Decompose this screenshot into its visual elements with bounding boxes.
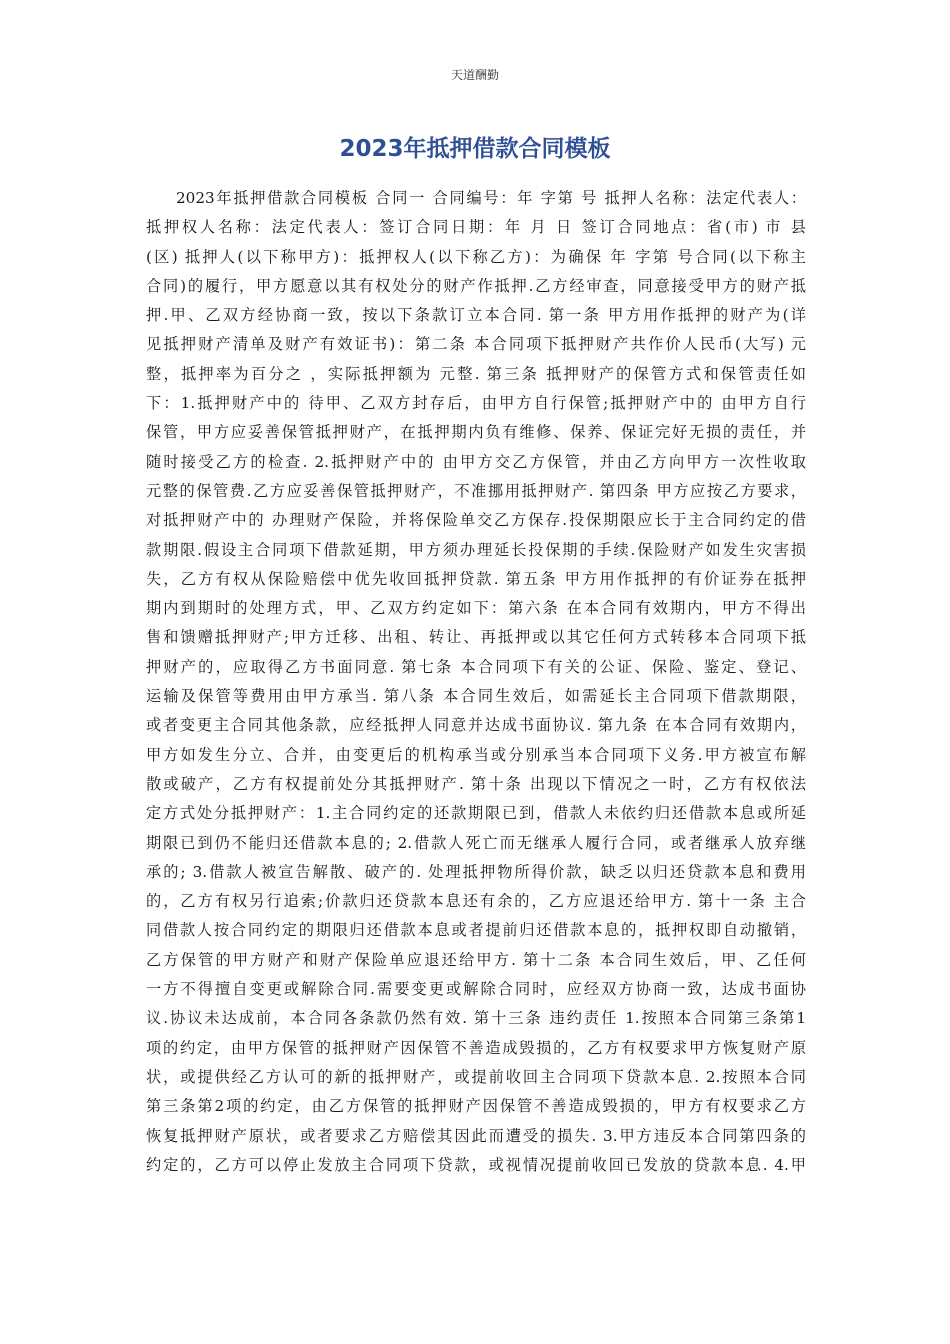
- body-text-line: (区) 抵押人(以下称甲方)：抵押权人(以下称乙方)：为确保 年 字第 号合同(以下称主: [146, 247, 806, 266]
- document-body: [146, 184, 806, 1180]
- body-text-line: 约定的，乙方可以停止发放主合同项下贷款，或视情况提前收回已发放的贷款本息. 4.甲: [146, 1155, 806, 1174]
- body-text-line: 恢复抵押财产原状，或者要求乙方赔偿其因此而遭受的损失. 3.甲方违反本合同第四条的: [146, 1126, 806, 1145]
- document-title: 2023年抵押借款合同模板: [339, 136, 611, 162]
- body-text-line: 项的约定，由甲方保管的抵押财产因保管不善造成毁损的，乙方有权要求甲方恢复财产原: [146, 1038, 806, 1057]
- body-text-line: 或者变更主合同其他条款，应经抵押人同意并达成书面协议. 第九条 在本合同有效期内，: [146, 716, 806, 735]
- body-text-line: 下：1.抵押财产中的 待甲、乙双方封存后，由甲方自行保管;抵押财产中的 由甲方自行: [146, 394, 806, 413]
- body-text-line: 定方式处分抵押财产：1.主合同约定的还款期限已到，借款人未依约归还借款本息或所延: [146, 804, 806, 823]
- header-brand-text: 天道酬勤: [450, 68, 499, 82]
- body-text-line: 一方不得擅自变更或解除合同.需要变更或解除合同时，应经双方协商一致，达成书面协: [146, 980, 806, 999]
- body-text-line: 押.甲、乙双方经协商一致，按以下条款订立本合同. 第一条 甲方用作抵押的财产为(详: [146, 306, 806, 325]
- body-text-line: 运输及保管等费用由甲方承当. 第八条 本合同生效后，如需延长主合同项下借款期限，: [146, 687, 806, 706]
- body-text-line: 承的; 3.借款人被宣告解散、破产的. 处理抵押物所得价款，缺乏以归还贷款本息和费用: [146, 862, 806, 881]
- body-text-line: 议.协议未达成前，本合同各条款仍然有效. 第十三条 违约责任 1.按照本合同第三条第1: [146, 1009, 806, 1028]
- body-text-line: 同借款人按合同约定的期限归还借款本息或者提前归还借款本息的，抵押权即自动撤销，: [146, 921, 806, 940]
- body-text-line: 的，乙方有权另行追索;价款归还贷款本息还有余的，乙方应退还给甲方. 第十一条 主合: [146, 892, 806, 911]
- body-text-line: 抵押权人名称：法定代表人：签订合同日期：年 月 日 签订合同地点：省(市) 市 县: [146, 218, 806, 237]
- body-text-line: 元整的保管费.乙方应妥善保管抵押财产，不准挪用抵押财产. 第四条 甲方应按乙方要求，: [146, 481, 806, 500]
- body-text-line: 售和馈赠抵押财产;甲方迁移、出租、转让、再抵押或以其它任何方式转移本合同项下抵: [146, 628, 806, 647]
- body-text-line: 整，抵押率为百分之 ，实际抵押额为 元整. 第三条 抵押财产的保管方式和保管责任如: [146, 364, 806, 383]
- body-text-line: 对抵押财产中的 办理财产保险，并将保险单交乙方保存.投保期限应长于主合同约定的借: [146, 511, 806, 530]
- body-text-line: 押财产的，应取得乙方书面同意. 第七条 本合同项下有关的公证、保险、鉴定、登记、: [146, 657, 806, 676]
- page-header: [0, 66, 950, 83]
- body-text-line: 期内到期时的处理方式，甲、乙双方约定如下：第六条 在本合同有效期内，甲方不得出: [146, 599, 806, 618]
- body-text-line: 状，或提供经乙方认可的新的抵押财产，或提前收回主合同项下贷款本息. 2.按照本合同: [146, 1067, 806, 1086]
- body-text-line: 合同)的履行，甲方愿意以其有权处分的财产作抵押.乙方经审查，同意接受甲方的财产抵: [146, 276, 806, 295]
- body-text-line: 款期限.假设主合同项下借款延期，甲方须办理延长投保期的手续.保险财产如发生灾害损: [146, 540, 806, 559]
- body-text-line: 保管，甲方应妥善保管抵押财产，在抵押期内负有维修、保养、保证完好无损的责任，并: [146, 423, 806, 442]
- body-text-line: 第三条第2项的约定，由乙方保管的抵押财产因保管不善造成毁损的，甲方有权要求乙方: [146, 1097, 806, 1116]
- body-text-line: 乙方保管的甲方财产和财产保险单应退还给甲方. 第十二条 本合同生效后，甲、乙任何: [146, 950, 806, 969]
- body-text-line: 散或破产，乙方有权提前处分其抵押财产. 第十条 出现以下情况之一时，乙方有权依法: [146, 774, 806, 793]
- body-text-line: 期限已到仍不能归还借款本息的; 2.借款人死亡而无继承人履行合同，或者继承人放弃继: [146, 833, 806, 852]
- body-text-line: 甲方如发生分立、合并，由变更后的机构承当或分别承当本合同项下义务.甲方被宣布解: [146, 745, 806, 764]
- body-text-line: 失，乙方有权从保险赔偿中优先收回抵押贷款. 第五条 甲方用作抵押的有价证券在抵押: [146, 569, 806, 588]
- body-text-line: 见抵押财产清单及财产有效证书)：第二条 本合同项下抵押财产共作价人民币(大写) 元: [146, 335, 806, 354]
- body-text-line: 2023年抵押借款合同模板 合同一 合同编号：年 字第 号 抵押人名称：法定代表人：: [176, 189, 806, 207]
- body-text-line: 随时接受乙方的检查. 2.抵押财产中的 由甲方交乙方保管，并由乙方向甲方一次性收取: [146, 452, 806, 471]
